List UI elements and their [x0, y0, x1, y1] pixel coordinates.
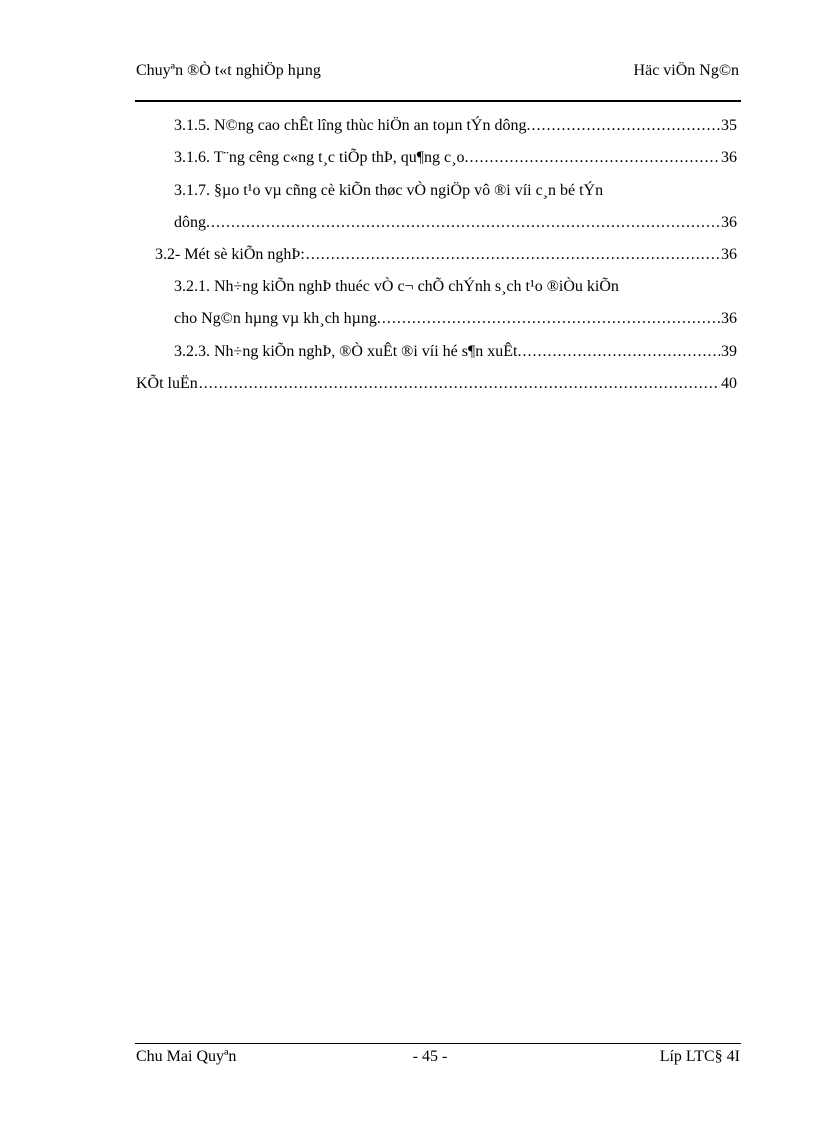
- toc-entry-3-2-1-line1[interactable]: 3.2.1. Nh÷ng kiÕn nghÞ thuéc vÒ c¬ chÕ chÝnh s¸ch t¹o ®iÒu kiÕn: [174, 278, 619, 295]
- footer-author: Chu Mai Quyªn: [136, 1048, 237, 1065]
- toc-entry-page: 36: [721, 246, 737, 263]
- toc-entry-3-1-7[interactable]: [174, 212, 737, 234]
- toc-entry-page: 36: [721, 214, 737, 231]
- toc-leader-dots: [306, 244, 720, 266]
- toc-entry-page: 39: [721, 343, 737, 360]
- toc-entry-3-1-7-line1[interactable]: 3.1.7. §µo t¹o vµ cñng cè kiÕn thøc vÒ ngiÖp vô ®i víi c¸n bé tÝn: [174, 182, 604, 199]
- toc-entry-page: 36: [721, 310, 737, 327]
- toc-entry-3-2-3[interactable]: [174, 341, 737, 363]
- toc-leader-dots: [211, 212, 720, 234]
- toc-entry-title: dông.: [174, 214, 210, 231]
- toc-leader-dots: [531, 115, 720, 137]
- toc-leader-dots: [469, 147, 720, 169]
- toc-entry-3-1-6[interactable]: [174, 147, 737, 169]
- toc-entry-3-2-1[interactable]: [174, 308, 737, 330]
- toc-entry-page: 40: [721, 375, 737, 392]
- toc-entry-title: 3.2.3. Nh÷ng kiÕn nghÞ, ®Ò xuÊt ®i víi hé s¶n xuÊt.: [174, 343, 522, 360]
- toc-entry-3-1-5[interactable]: [174, 115, 737, 137]
- header-title-left: Chuyªn ®Ò t«t nghiÖp hµng: [136, 62, 321, 79]
- toc-leader-dots: [382, 308, 720, 330]
- toc-entry-page: 36: [721, 149, 737, 166]
- toc-entry-page: 35: [721, 117, 737, 134]
- toc-entry-title: KÕt luËn: [136, 375, 198, 392]
- footer-page-number: - 45 -: [412, 1048, 448, 1065]
- toc-entry-3-2[interactable]: [155, 244, 737, 266]
- header-divider: [135, 100, 741, 102]
- footer-divider: [135, 1043, 741, 1044]
- toc-leader-dots: [199, 373, 720, 395]
- toc-entry-title: 3.1.6. T¨ng cêng c«ng t¸c tiÕp thÞ, qu¶ng c¸o.: [174, 149, 469, 166]
- toc-entry-conclusion[interactable]: [136, 373, 737, 395]
- header-title-right: Häc viÖn Ng©n: [633, 62, 739, 79]
- toc-leader-dots: [522, 341, 720, 363]
- footer-class: Líp LTC§ 4I: [659, 1048, 740, 1065]
- toc-entry-title: cho Ng©n hµng vµ kh¸ch hµng.: [174, 310, 381, 327]
- toc-entry-title: 3.2- Mét sè kiÕn nghÞ:: [155, 246, 305, 263]
- toc-entry-title: 3.1.5. N©ng cao chÊt lîng thùc hiÖn an toµn tÝn dông.: [174, 117, 531, 134]
